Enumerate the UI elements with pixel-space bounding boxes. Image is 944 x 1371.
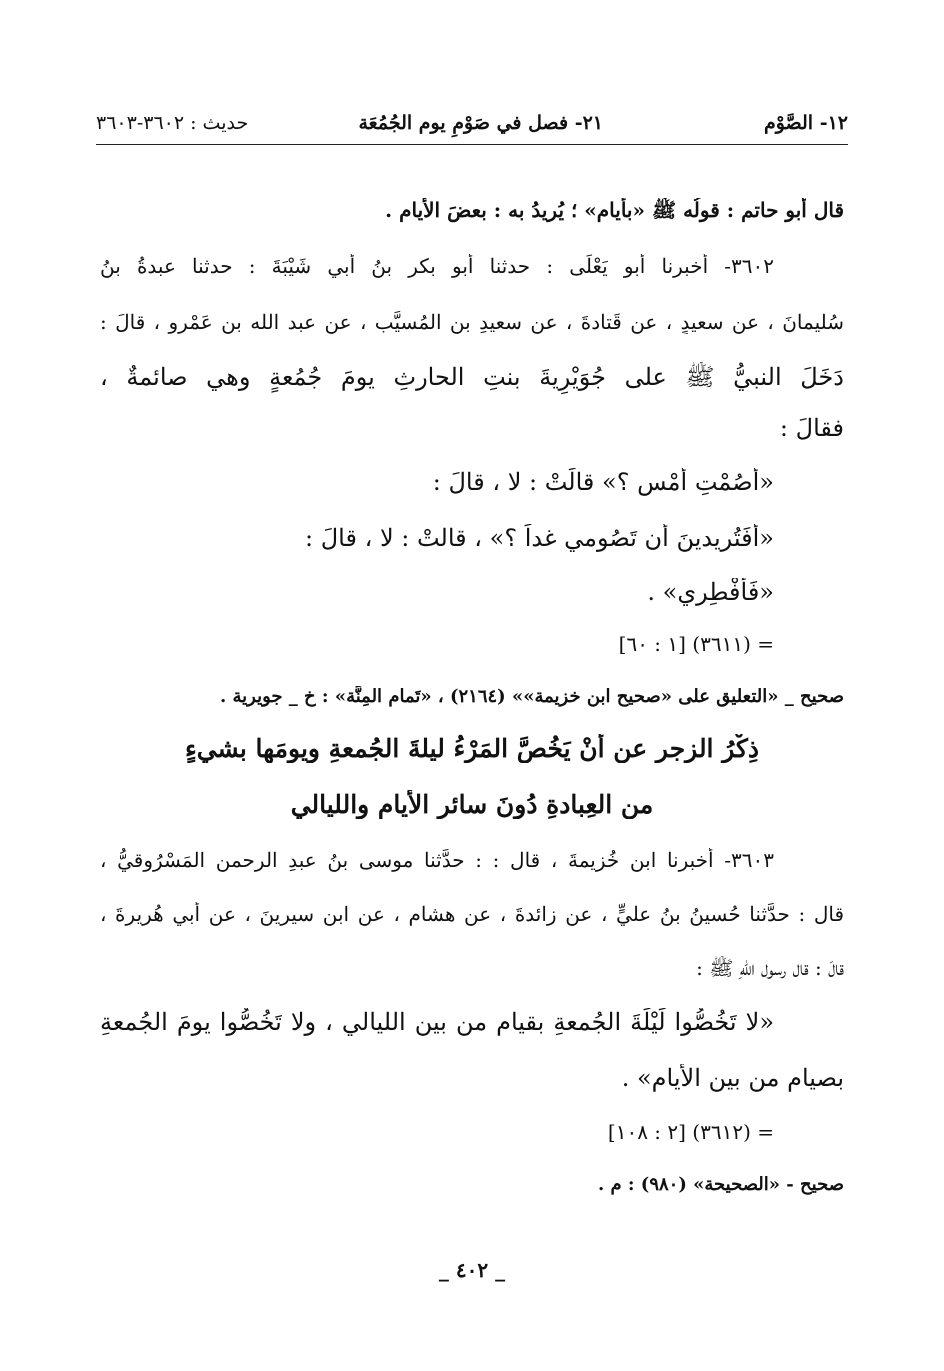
hadith-3603-matn-line-1: «لا تَخُصُّوا لَيْلَةَ الجُمعةِ بقيامٍ من بينِ الليالي ، ولا تَخُصُّوا يومَ الجُمعةِ (100, 1008, 774, 1036)
hadith-3602-quote-2: «أفَتُريدينَ أن تَصُومي غداً ؟» ، قالتْ : لا ، قالَ : (305, 524, 774, 552)
hadith-range: حديث : ٣٦٠٢-٣٦٠٣ (96, 112, 249, 134)
hadith-3602-matn-line-2: فقالَ : (779, 414, 844, 442)
hadith-3602-grading: صحيح _ «التعليق على «صحيح ابن خزيمة»» (٢١٦٤) ، «تَمام المِنَّة» : خ _ جويرية . (219, 686, 844, 707)
hadith-3602-matn-line-1: دَخَلَ النبيُّ ﷺ على جُوَيْرِيةَ بنتِ الحارثِ يومَ جُمُعةٍ وهي صائمةٌ ، (100, 363, 844, 391)
chapter-heading-line-1: ذِكْرُ الزجرِ عن أنْ يَخُصَّ المَرْءُ ليلةَ الجُمعةِ ويومَها بشيءٍ (184, 734, 760, 763)
hadith-3602-quote-1: «أَصُمْتِ أَمْسِ ؟» قالَتْ : لا ، قالَ : (432, 468, 774, 496)
abu-hatim-comment: قال أبو حاتم : قولُه ﷺ «بأيام» ؛ يُريدُ به : بعضَ الأيام . (385, 198, 844, 222)
chapter-heading-line-2: من العِبادةِ دُونَ سائرِ الأيامِ والليالي (290, 790, 654, 819)
hadith-3603-isnad-line-2: قال : حدَّثنا حُسينُ بنُ عليٍّ ، عن زائدةَ ، عن هشامٍ ، عنِ ابنِ سيرينَ ، عن أبي هُريرةَ ، (100, 902, 844, 926)
hadith-3602-reference: = (٣٦١١) [١ : ٦٠] (618, 632, 774, 656)
hadith-3603-isnad-line-3: قالَ : قال رسول اللهِ ﷺ : (696, 956, 844, 980)
hadith-3603-isnad-line-1: ٣٦٠٣- أخبرنا ابن خُزيمةَ ، قال : : حدَّثنا موسى بنُ عبدِ الرحمن المَسْرُوقيُّ ، (100, 848, 774, 872)
hadith-3603-grading: صحيح - «الصحيحة» (٩٨٠) : م . (597, 1174, 844, 1195)
hadith-3602-quote-3: «فَأَفْطِري» . (647, 578, 774, 606)
section-title: ٢١- فصل في صَوْمِ يوم الجُمُعَة (358, 112, 603, 134)
hadith-3603-reference: = (٣٦١٢) [٢ : ١٠٨] (607, 1120, 774, 1144)
running-header (96, 104, 848, 145)
chapter-title: ١٢- الصَّوْم (763, 112, 848, 134)
hadith-3603-matn-line-2: بصيامٍ من بينِ الأيامِ» . (621, 1064, 844, 1092)
hadith-3602-isnad-line-2: سُليمانَ ، عن سعيدٍ ، عن قَتادةَ ، عن سعيدِ بنِ المُسيَّب ، عن عبد الله بنِ عَمْرٍو ، قالَ : (100, 310, 844, 334)
page-number: _ ٤٠٢ _ (438, 1258, 506, 1282)
hadith-3602-isnad-line-1: ٣٦٠٢- أخبرنا أبو يَعْلَى : حدثنا أبو بكر بنُ أبي شَيْبَةَ : حدثنا عبدةُ بنُ (100, 254, 774, 278)
